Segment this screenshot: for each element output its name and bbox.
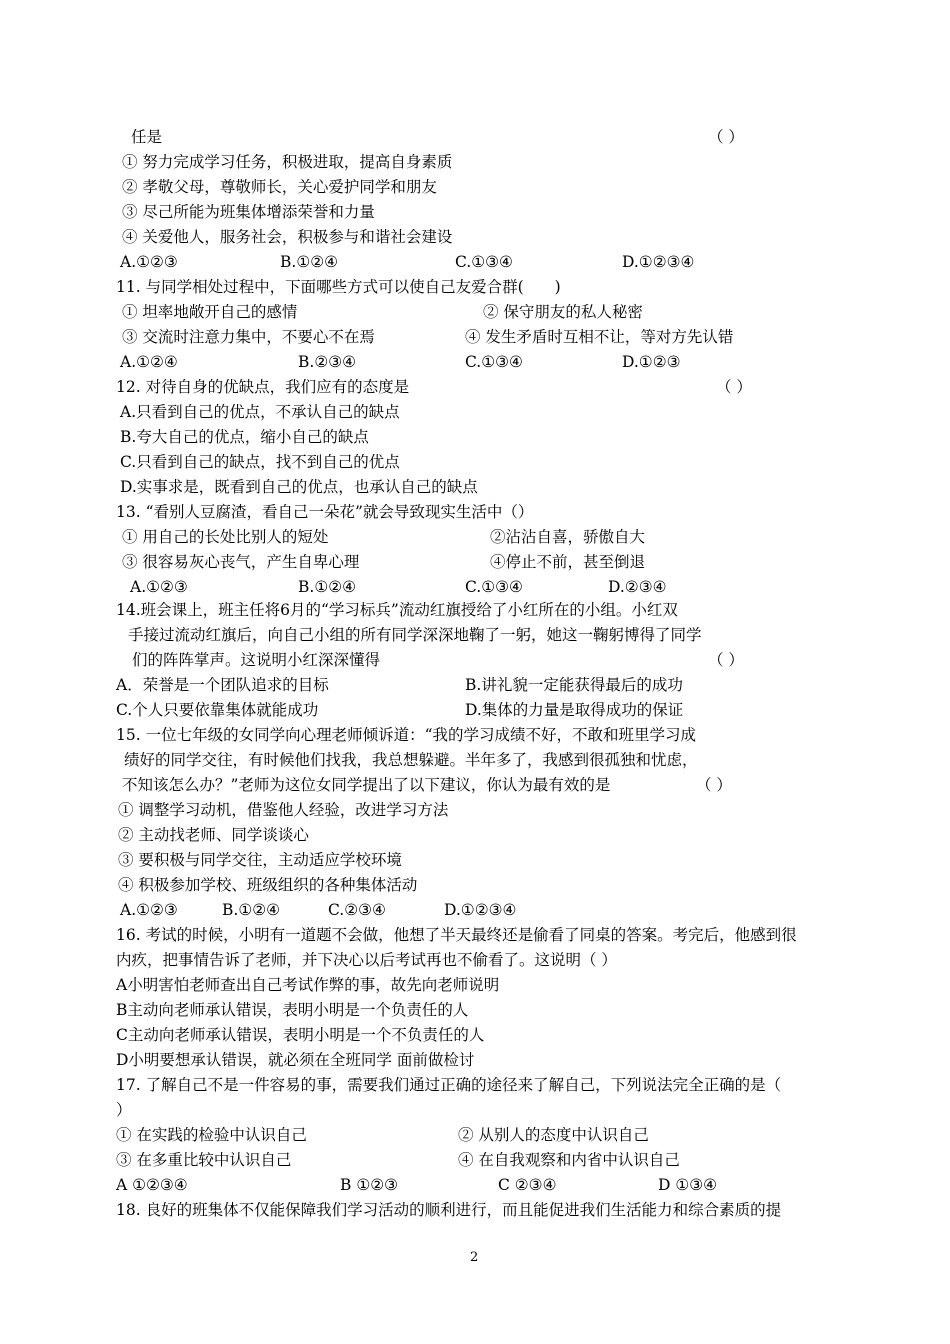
answer-choice-d: D小明要想承认错误，就必须在全班同学 面前做检讨 (116, 1051, 475, 1069)
answer-choice-d: D.①②③④ (622, 253, 695, 271)
option-statement: ② 从别人的态度中认识自己 (458, 1126, 649, 1144)
question-12: 12. 对待自身的优缺点，我们应有的态度是 (116, 378, 410, 396)
option-statement: ① 努力完成学习任务，积极进取，提高自身素质 (122, 153, 453, 171)
option-statement: ① 调整学习动机，借鉴他人经验，改进学习方法 (118, 801, 449, 819)
answer-choice-a: A.只看到自己的优点，不承认自己的缺点 (120, 403, 400, 421)
answer-choice-b: B.夸大自己的优点，缩小自己的缺点 (120, 428, 369, 446)
answer-choice-d: D ①③④ (658, 1176, 718, 1194)
answer-choice-a: A．荣誉是一个团队追求的目标 (116, 676, 329, 694)
option-statement: ④ 发生矛盾时互相不让，等对方先认错 (465, 328, 734, 346)
answer-choice-a: A小明害怕老师查出自己考试作弊的事，故先向老师说明 (116, 976, 500, 994)
answer-choice-a: A.①②③ (130, 578, 188, 596)
answer-choice-b: B.①②④ (280, 253, 339, 271)
option-statement: ① 用自己的长处比别人的短处 (122, 528, 329, 546)
option-statement: ② 主动找老师、同学谈谈心 (118, 826, 309, 844)
answer-bracket: （ ） (708, 128, 744, 146)
answer-choice-a: A ①②③④ (116, 1176, 188, 1194)
answer-choice-d: D.实事求是，既看到自己的优点，也承认自己的缺点 (120, 478, 478, 496)
answer-bracket: （ ） (708, 651, 744, 669)
answer-bracket: （ ） (696, 776, 732, 794)
question-17-continued: ） (116, 1101, 132, 1119)
option-statement: ③ 尽己所能为班集体增添荣誉和力量 (122, 203, 375, 221)
option-statement: ③ 在多重比较中认识自己 (116, 1151, 292, 1169)
question-17: 17. 了解自己不是一件容易的事，需要我们通过正确的途径来了解自己，下列说法完全正确的是（ (116, 1076, 782, 1094)
option-statement: ④停止不前，甚至倒退 (490, 553, 646, 571)
answer-choice-d: D.集体的力量是取得成功的保证 (465, 701, 684, 719)
answer-choice-b: B主动向老师承认错误，表明小明是一个负责任的人 (116, 1001, 469, 1019)
question-15: 15. 一位七年级的女同学向心理老师倾诉道：“我的学习成绩不好，不敢和班里学习成 (116, 726, 697, 744)
answer-choice-b: B ①②③ (340, 1176, 399, 1194)
option-statement: ③ 交流时注意力集中，不要心不在焉 (122, 328, 375, 346)
question-16: 16. 考试的时候，小明有一道题不会做，他想了半天最终还是偷看了同桌的答案。考完后，他感到很 (116, 926, 797, 944)
option-statement: ③ 要积极与同学交往，主动适应学校环境 (118, 851, 402, 869)
answer-choice-a: A.①②④ (120, 353, 178, 371)
answer-choice-b: B.②③④ (298, 353, 357, 371)
question-13: 13. “看别人豆腐渣，看自己一朵花”就会导致现实生活中（） (116, 503, 534, 521)
question-10-stem-end: 任是 (131, 128, 163, 146)
answer-choice-d: D.②③④ (608, 578, 667, 596)
answer-choice-c: C.①③④ (465, 353, 523, 371)
answer-choice-c: C.②③④ (328, 901, 386, 919)
answer-choice-b: B.讲礼貌一定能获得最后的成功 (465, 676, 683, 694)
question-14-continued: 们的阵阵掌声。这说明小红深深懂得 (132, 651, 381, 669)
answer-choice-c: C主动向老师承认错误，表明小明是一个不负责任的人 (116, 1026, 485, 1044)
answer-choice-c: C ②③④ (498, 1176, 557, 1194)
answer-bracket: （ ） (716, 378, 752, 396)
question-18: 18. 良好的班集体不仅能保障我们学习活动的顺利进行，而且能促进我们生活能力和综合素质的提 (116, 1201, 782, 1219)
answer-choice-d: D.①②③④ (444, 901, 517, 919)
option-statement: ③ 很容易灰心丧气，产生自卑心理 (122, 553, 360, 571)
option-statement: ② 保守朋友的私人秘密 (483, 303, 643, 321)
question-15-continued: 不知该怎么办？”老师为这位女同学提出了以下建议，你认为最有效的是 (122, 776, 611, 794)
option-statement: ② 孝敬父母，尊敬师长，关心爱护同学和朋友 (122, 178, 437, 196)
answer-choice-a: A.①②③ (120, 253, 178, 271)
question-14: 14.班会课上，班主任将6月的“学习标兵”流动红旗授给了小红所在的小组。小红双 (116, 601, 678, 619)
answer-choice-b: B.①②④ (298, 578, 357, 596)
question-16-continued: 内疚，把事情告诉了老师，并下决心以后考试再也不偷看了。这说明（ ） (116, 951, 617, 969)
answer-choice-c: C.只看到自己的缺点，找不到自己的优点 (120, 453, 400, 471)
answer-choice-c: C.①③④ (455, 253, 513, 271)
option-statement: ④ 积极参加学校、班级组织的各种集体活动 (118, 876, 418, 894)
option-statement: ① 坦率地敞开自己的感情 (122, 303, 298, 321)
answer-choice-a: A.①②③ (120, 901, 178, 919)
answer-choice-c: C.个人只要依靠集体就能成功 (116, 701, 319, 719)
option-statement: ②沾沾自喜，骄傲自大 (490, 528, 646, 546)
option-statement: ④ 关爱他人，服务社会，积极参与和谐社会建设 (122, 228, 453, 246)
question-15-continued: 绩好的同学交往，有时候他们找我，我总想躲避。半年多了，我感到很孤独和忧虑， (124, 751, 698, 769)
answer-choice-d: D.①②③ (622, 353, 681, 371)
option-statement: ④ 在自我观察和内省中认识自己 (458, 1151, 680, 1169)
question-14-continued: 手接过流动红旗后，向自己小组的所有同学深深地鞠了一躬，她这一鞠躬博得了同学 (128, 626, 702, 644)
page-number: 2 (470, 1250, 479, 1265)
answer-choice-c: C.①③④ (465, 578, 523, 596)
question-11: 11. 与同学相处过程中，下面哪些方式可以使自己友爱合群( ) (116, 278, 561, 296)
option-statement: ① 在实践的检验中认识自己 (116, 1126, 307, 1144)
answer-choice-b: B.①②④ (222, 901, 281, 919)
